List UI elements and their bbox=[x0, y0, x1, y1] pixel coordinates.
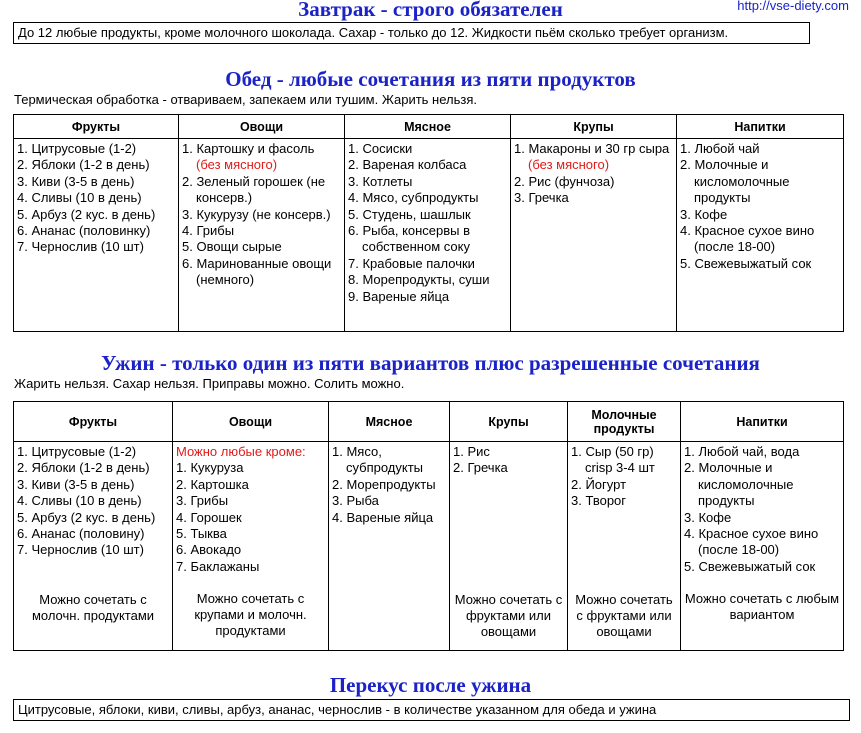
list-item: 3. Творог bbox=[571, 493, 627, 509]
list-item: 1. Мясо, субпродукты bbox=[332, 444, 424, 476]
list-item: 5. Арбуз (2 кус. в день) bbox=[17, 509, 156, 525]
list-item: 9. Вареные яйца bbox=[348, 288, 450, 304]
list-item: 4. Грибы bbox=[182, 223, 235, 239]
lunch-note: Термическая обработка - отвариваем, запекаем или тушим. Жарить нельзя. bbox=[14, 92, 477, 107]
list-item: 5. Студень, шашлык bbox=[348, 206, 471, 222]
list-item: 2. Рис (фунчоза) bbox=[514, 173, 615, 189]
list-item: 1. Цитрусовые (1-2) bbox=[17, 444, 137, 459]
list-item: 5. Свежевыжатый сок bbox=[684, 558, 816, 574]
list-item: 4. Красное сухое вино (после 18-00) bbox=[684, 526, 819, 558]
dinner-header-veg: Овощи bbox=[173, 402, 329, 442]
list-item: 4. Сливы (10 в день) bbox=[17, 190, 142, 206]
lunch-header-drinks: Напитки bbox=[677, 115, 844, 139]
lunch-title: Обед - любые сочетания из пяти продуктов bbox=[225, 67, 636, 91]
dinner-drinks-cell bbox=[681, 442, 844, 651]
list-item: 2. Картошка bbox=[176, 476, 249, 492]
list-item: 5. Тыква bbox=[176, 526, 227, 542]
list-item: 3. Грибы bbox=[176, 493, 229, 509]
list-item: 6. Маринованные овощи (немного) bbox=[182, 255, 332, 288]
list-item: 3. Киви (3-5 в день) bbox=[17, 173, 135, 189]
dinner-header-drinks: Напитки bbox=[681, 402, 844, 442]
list-item: 4. Сливы (10 в день) bbox=[17, 493, 142, 509]
list-item: 1. Любой чай, вода bbox=[684, 444, 800, 459]
list-item: 1. Сосиски bbox=[348, 141, 413, 156]
restriction-note: Можно любые кроме: bbox=[176, 444, 306, 459]
list-item: 3. Кофе bbox=[684, 509, 732, 525]
list-item: 1. Рис bbox=[453, 444, 490, 459]
list-item bbox=[514, 141, 673, 174]
list-item: 2. Яблоки (1-2 в день) bbox=[17, 157, 150, 173]
list-item: 2. Молочные и кисломолочные продукты bbox=[680, 157, 790, 206]
list-item: 1. Цитрусовые (1-2) bbox=[17, 141, 137, 156]
dinner-header-dairy: Молочные продукты bbox=[568, 402, 681, 442]
list-item: 6. Ананас (половинку) bbox=[17, 223, 151, 239]
list-item: 2. Зеленый горошек (не консерв.) bbox=[182, 173, 326, 206]
list-item: 1. Любой чай bbox=[680, 141, 760, 156]
combination-note: Можно сочетать с крупами и молочн. продуктами bbox=[194, 591, 307, 639]
lunch-header-fruits: Фрукты bbox=[14, 115, 179, 139]
lunch-header-veg: Овощи bbox=[179, 115, 345, 139]
snack-title: Перекус после ужина bbox=[329, 673, 532, 697]
breakfast-title: Завтрак - строго обязателен bbox=[298, 0, 563, 21]
combination-note: Можно сочетать с молочн. продуктами bbox=[31, 591, 155, 623]
list-item: 1. Кукуруза bbox=[176, 460, 244, 476]
dinner-header-fruits: Фрукты bbox=[14, 402, 173, 442]
dinner-header-meat: Мясное bbox=[329, 402, 450, 442]
list-item: 3. Рыба bbox=[332, 493, 379, 509]
combination-note: Можно сочетать с любым вариантом bbox=[684, 591, 840, 623]
list-item: 3. Кофе bbox=[680, 206, 728, 222]
restriction-note: (без мясного) bbox=[196, 157, 278, 173]
list-item: 6. Ананас (половину) bbox=[17, 526, 145, 542]
dinner-fruits-cell bbox=[14, 442, 173, 651]
list-item: 4. Красное сухое вино (после 18-00) bbox=[680, 223, 815, 255]
dinner-meat-cell bbox=[329, 442, 450, 651]
lunch-veg-cell bbox=[179, 139, 345, 332]
lunch-table bbox=[13, 114, 844, 332]
dinner-table bbox=[13, 401, 844, 651]
list-item: 3. Котлеты bbox=[348, 173, 413, 189]
list-item: 2. Йогурт bbox=[571, 476, 627, 492]
lunch-fruits-cell bbox=[14, 139, 179, 332]
list-item: 2. Молочные и кисломолочные продукты bbox=[684, 460, 794, 509]
list-item: 7. Крабовые палочки bbox=[348, 255, 475, 271]
dinner-veg-cell bbox=[173, 442, 329, 651]
site-link[interactable]: http://vse-diety.com bbox=[737, 0, 849, 13]
dinner-grain-cell bbox=[450, 442, 568, 651]
list-item: 2. Морепродукты bbox=[332, 476, 436, 492]
breakfast-text: До 12 любые продукты, кроме молочного шоколада. Сахар - только до 12. Жидкости пьём сколько требует организм. bbox=[13, 22, 810, 44]
lunch-header-grain: Крупы bbox=[511, 115, 677, 139]
lunch-meat-cell bbox=[345, 139, 511, 332]
lunch-grain-cell bbox=[511, 139, 677, 332]
list-item: 1. Сыр (50 гр) crisp 3-4 шт bbox=[571, 444, 655, 476]
list-item: 4. Вареные яйца bbox=[332, 509, 434, 525]
list-item: 5. Свежевыжатый сок bbox=[680, 255, 812, 271]
list-item-text: 1. Картошку и фасоль bbox=[182, 141, 315, 156]
list-item: 2. Вареная колбаса bbox=[348, 157, 467, 173]
lunch-header-meat: Мясное bbox=[345, 115, 511, 139]
list-item: 3. Киви (3-5 в день) bbox=[17, 476, 135, 492]
list-item: 6. Рыба, консервы в собственном соку bbox=[348, 223, 471, 255]
list-item: 2. Гречка bbox=[453, 460, 508, 476]
list-item-text: 1. Макароны и 30 гр сыра bbox=[514, 141, 670, 156]
list-item: 4. Мясо, субпродукты bbox=[348, 190, 479, 206]
list-item: 7. Чернослив (10 шт) bbox=[17, 239, 144, 255]
combination-note: Можно сочетать с фруктами или овощами bbox=[575, 591, 673, 639]
list-item: 2. Яблоки (1-2 в день) bbox=[17, 460, 150, 476]
dinner-header-grain: Крупы bbox=[450, 402, 568, 442]
list-item: 5. Овощи сырые bbox=[182, 239, 282, 255]
dinner-note: Жарить нельзя. Сахар нельзя. Приправы можно. Солить можно. bbox=[14, 376, 405, 391]
list-item: 6. Авокадо bbox=[176, 542, 242, 558]
list-item: 8. Морепродукты, суши bbox=[348, 272, 490, 288]
list-item bbox=[182, 141, 341, 174]
list-item: 5. Арбуз (2 кус. в день) bbox=[17, 206, 156, 222]
list-item: 3. Кукурузу (не консерв.) bbox=[182, 206, 331, 222]
combination-note: Можно сочетать с фруктами или овощами bbox=[454, 591, 563, 639]
dinner-dairy-cell bbox=[568, 442, 681, 651]
snack-text: Цитрусовые, яблоки, киви, сливы, арбуз, ананас, чернослив - в количестве указанном для обеда и ужина bbox=[13, 699, 850, 721]
restriction-note: (без мясного) bbox=[528, 157, 610, 173]
list-item: 4. Горошек bbox=[176, 509, 242, 525]
list-item: 7. Баклажаны bbox=[176, 558, 260, 574]
dinner-title: Ужин - только один из пяти вариантов плюс разрешенные сочетания bbox=[101, 351, 760, 375]
list-item: 3. Гречка bbox=[514, 190, 569, 206]
list-item: 7. Чернослив (10 шт) bbox=[17, 542, 144, 558]
lunch-drinks-cell bbox=[677, 139, 844, 332]
